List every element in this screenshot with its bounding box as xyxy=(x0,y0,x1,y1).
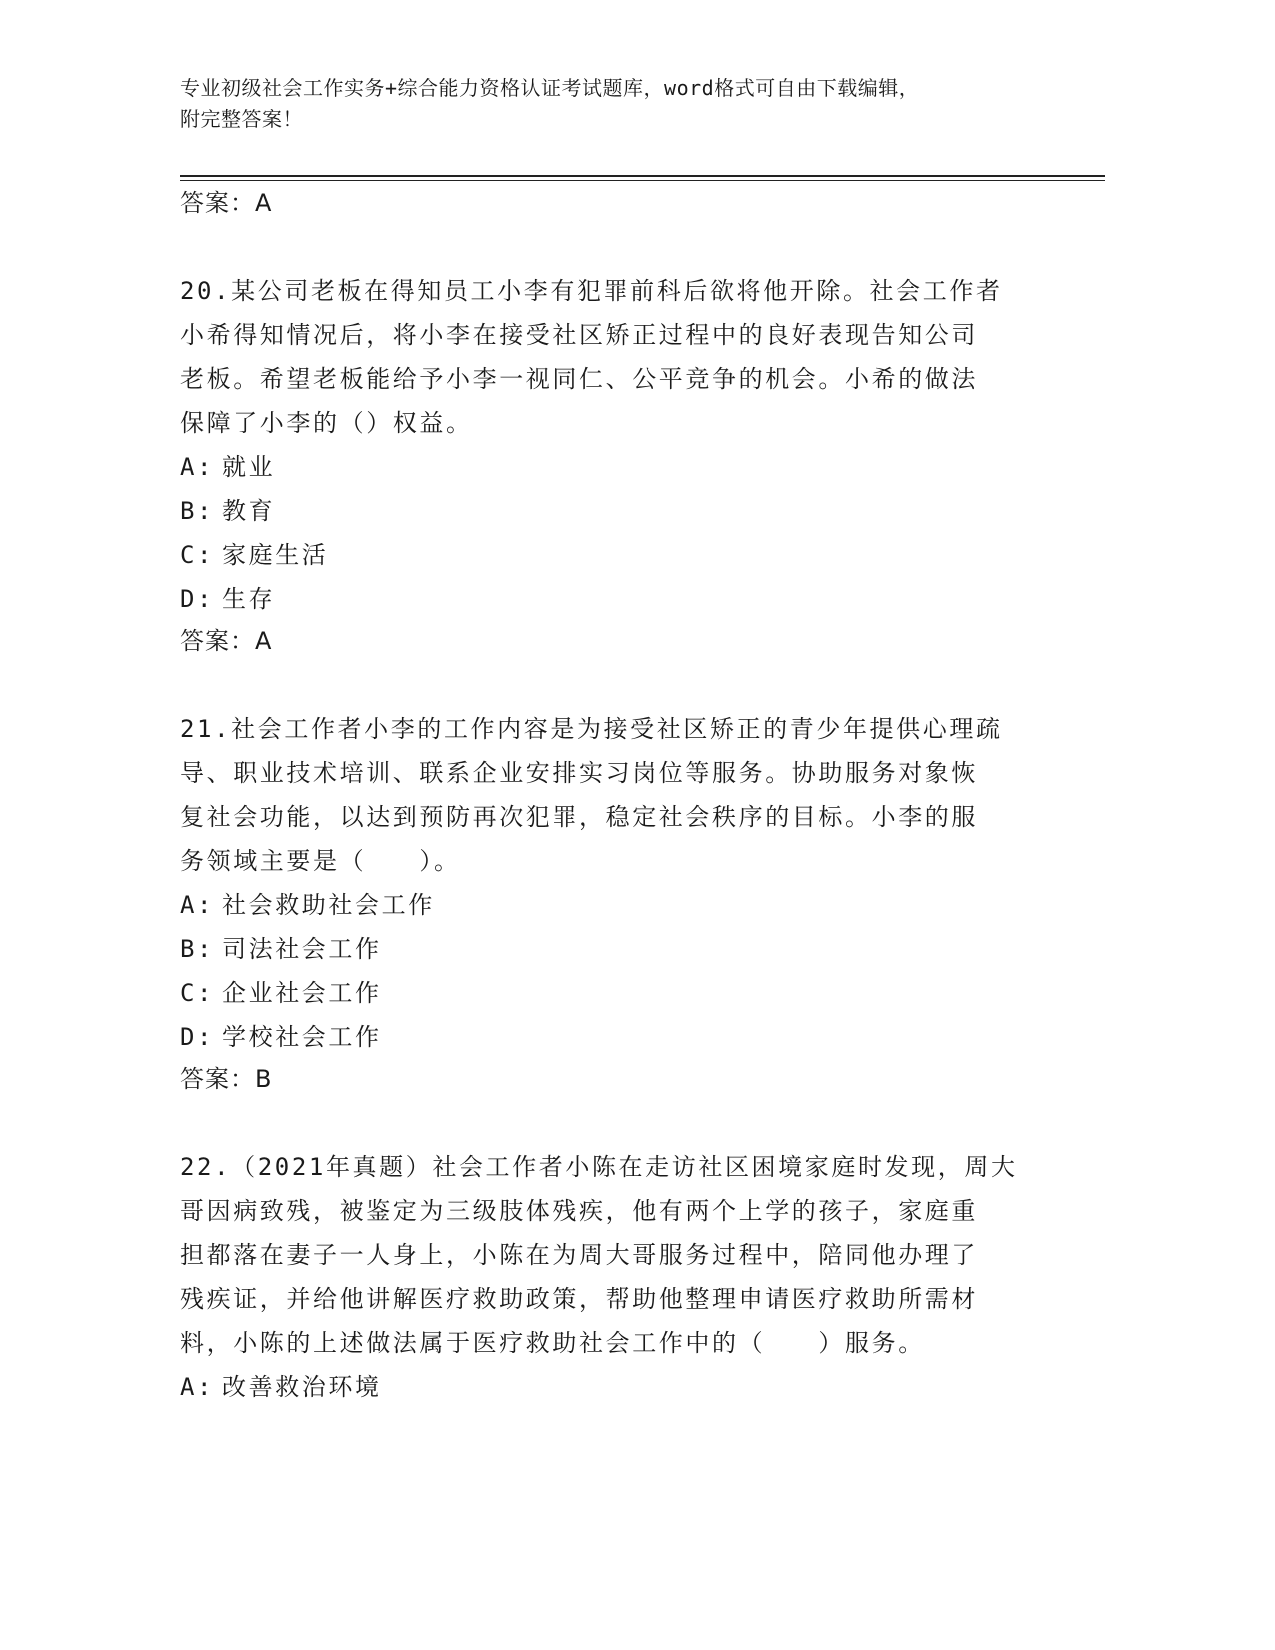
header-line-1: 专业初级社会工作实务+综合能力资格认证考试题库，word格式可自由下载编辑， xyxy=(180,76,920,100)
option-c xyxy=(180,533,1040,577)
option-text: 司法社会工作 xyxy=(222,935,382,963)
question-text-line: 21.社会工作者小李的工作内容是为接受社区矫正的青少年提供心理疏 xyxy=(180,715,1003,743)
option-key: B: xyxy=(180,935,215,963)
option-key: C: xyxy=(180,541,215,569)
option-text: 社会救助社会工作 xyxy=(222,891,435,919)
option-text: 教育 xyxy=(222,497,276,525)
page-header xyxy=(180,73,1060,135)
option-key: D: xyxy=(180,585,215,613)
option-a xyxy=(180,445,1040,489)
option-a xyxy=(180,883,1040,927)
option-key: D: xyxy=(180,1023,215,1051)
header-divider-thick xyxy=(180,175,1105,177)
option-c xyxy=(180,971,1040,1015)
question-21 xyxy=(180,707,1040,1099)
option-text: 家庭生活 xyxy=(222,541,329,569)
answer-line: 答案：A xyxy=(180,627,273,655)
question-text-line: 小希得知情况后，将小李在接受社区矫正过程中的良好表现告知公司 xyxy=(180,321,978,349)
question-text-line: 22.（2021年真题）社会工作者小陈在走访社区困境家庭时发现，周大 xyxy=(180,1153,1018,1181)
question-text-line: 担都落在妻子一人身上，小陈在为周大哥服务过程中，陪同他办理了 xyxy=(180,1241,978,1269)
question-text-line: 哥因病致残，被鉴定为三级肢体残疾，他有两个上学的孩子，家庭重 xyxy=(180,1197,978,1225)
option-key: B: xyxy=(180,497,215,525)
question-22 xyxy=(180,1145,1040,1409)
question-text-line: 导、职业技术培训、联系企业安排实习岗位等服务。协助服务对象恢 xyxy=(180,759,978,787)
option-a xyxy=(180,1365,1040,1409)
option-text: 生存 xyxy=(222,585,276,613)
answer-line: 答案：A xyxy=(180,189,273,217)
answer-line: 答案：B xyxy=(180,1065,273,1093)
question-20 xyxy=(180,269,1040,661)
option-text: 企业社会工作 xyxy=(222,979,382,1007)
option-d xyxy=(180,577,1040,621)
option-d xyxy=(180,1015,1040,1059)
header-line-2: 附完整答案！ xyxy=(180,107,303,131)
option-key: C: xyxy=(180,979,215,1007)
option-key: A: xyxy=(180,453,215,481)
question-text-line: 务领域主要是（ ）。 xyxy=(180,847,461,875)
option-text: 改善救治环境 xyxy=(222,1373,382,1401)
option-text: 就业 xyxy=(222,453,276,481)
question-text-line: 复社会功能，以达到预防再次犯罪，稳定社会秩序的目标。小李的服 xyxy=(180,803,978,831)
header-divider-thin xyxy=(180,180,1105,181)
document-body xyxy=(180,183,1040,1409)
option-b xyxy=(180,927,1040,971)
option-key: A: xyxy=(180,891,215,919)
question-text-line: 残疾证，并给他讲解医疗救助政策，帮助他整理申请医疗救助所需材 xyxy=(180,1285,978,1313)
option-key: A: xyxy=(180,1373,215,1401)
question-text-line: 老板。希望老板能给予小李一视同仁、公平竞争的机会。小希的做法 xyxy=(180,365,978,393)
question-text-line: 料，小陈的上述做法属于医疗救助社会工作中的（ ）服务。 xyxy=(180,1329,925,1357)
question-text-line: 保障了小李的（）权益。 xyxy=(180,409,473,437)
option-text: 学校社会工作 xyxy=(222,1023,382,1051)
question-text-line: 20.某公司老板在得知员工小李有犯罪前科后欲将他开除。社会工作者 xyxy=(180,277,1003,305)
option-b xyxy=(180,489,1040,533)
